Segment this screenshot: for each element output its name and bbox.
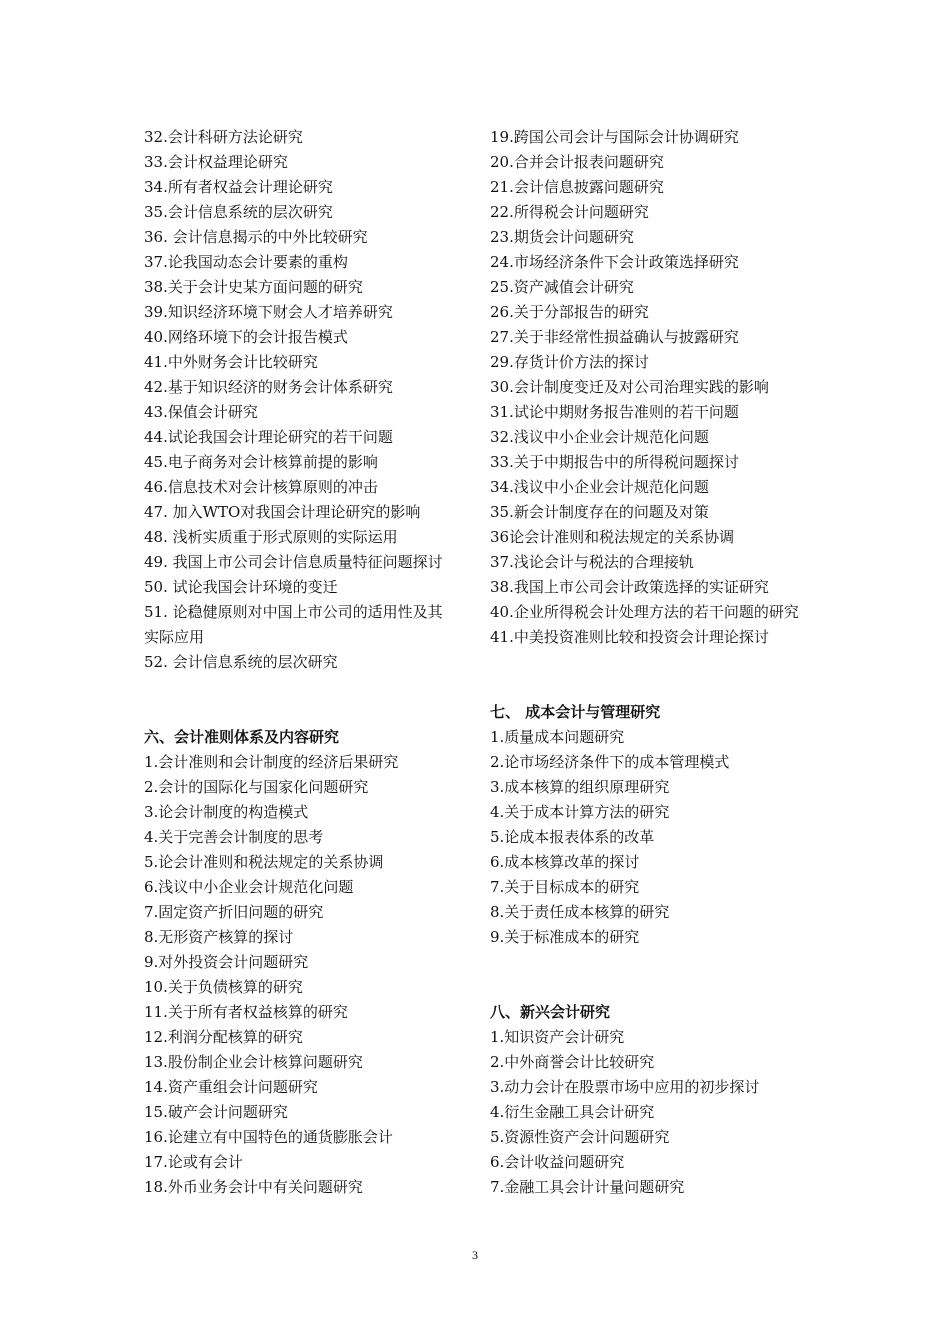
list-item: 37.论我国动态会计要素的重构 xyxy=(144,253,348,271)
list-item: 7.金融工具会计计量问题研究 xyxy=(490,1178,685,1196)
list-item: 3.成本核算的组织原理研究 xyxy=(490,778,670,796)
list-item: 14.资产重组会计问题研究 xyxy=(144,1078,318,1096)
list-item: 6.会计收益问题研究 xyxy=(490,1153,625,1171)
section-gap xyxy=(144,675,454,725)
list-item: 45.电子商务对会计核算前提的影响 xyxy=(144,453,378,471)
list-item: 35.会计信息系统的层次研究 xyxy=(144,203,333,221)
list-item: 2.论市场经济条件下的成本管理模式 xyxy=(490,753,730,771)
list-item: 30.会计制度变迁及对公司治理实践的影响 xyxy=(490,378,769,396)
right-top-list xyxy=(490,125,810,650)
list-item: 5.论会计准则和税法规定的关系协调 xyxy=(144,853,384,871)
list-item: 51. 论稳健原则对中国上市公司的适用性及其实际应用 xyxy=(144,603,443,646)
section-8-list xyxy=(490,1025,810,1200)
list-item: 33.会计权益理论研究 xyxy=(144,153,288,171)
list-item: 2.中外商誉会计比较研究 xyxy=(490,1053,655,1071)
list-item: 26.关于分部报告的研究 xyxy=(490,303,649,321)
section-gap xyxy=(490,650,810,700)
list-item: 13.股份制企业会计核算问题研究 xyxy=(144,1053,363,1071)
list-item: 37.浅论会计与税法的合理接轨 xyxy=(490,553,694,571)
list-item: 31.试论中期财务报告准则的若干问题 xyxy=(490,403,739,421)
list-item: 32.浅议中小企业会计规范化问题 xyxy=(490,428,709,446)
list-item: 34.浅议中小企业会计规范化问题 xyxy=(490,478,709,496)
list-item: 39.知识经济环境下财会人才培养研究 xyxy=(144,303,393,321)
list-item: 8.关于责任成本核算的研究 xyxy=(490,903,670,921)
list-item: 9.关于标准成本的研究 xyxy=(490,928,640,946)
list-item: 23.期货会计问题研究 xyxy=(490,228,634,246)
list-item: 7.固定资产折旧问题的研究 xyxy=(144,903,324,921)
list-item: 27.关于非经常性损益确认与披露研究 xyxy=(490,328,739,346)
section-heading-7: 七、 成本会计与管理研究 xyxy=(490,703,661,721)
list-item: 42.基于知识经济的财务会计体系研究 xyxy=(144,378,393,396)
section-6-list xyxy=(144,750,454,1200)
list-item: 11.关于所有者权益核算的研究 xyxy=(144,1003,348,1021)
page-number: 3 xyxy=(472,1248,478,1262)
list-item: 1.会计准则和会计制度的经济后果研究 xyxy=(144,753,399,771)
list-item: 36论会计准则和税法规定的关系协调 xyxy=(490,528,735,546)
list-item: 7.关于目标成本的研究 xyxy=(490,878,640,896)
list-item: 49. 我国上市公司会计信息质量特征问题探讨 xyxy=(144,553,443,571)
list-item: 19.跨国公司会计与国际会计协调研究 xyxy=(490,128,739,146)
list-item: 21.会计信息披露问题研究 xyxy=(490,178,664,196)
list-item: 38.关于会计史某方面问题的研究 xyxy=(144,278,363,296)
list-item: 3.论会计制度的构造模式 xyxy=(144,803,309,821)
list-item: 3.动力会计在股票市场中应用的初步探讨 xyxy=(490,1078,760,1096)
list-item: 47. 加入WTO对我国会计理论研究的影响 xyxy=(144,503,421,521)
list-item: 1.知识资产会计研究 xyxy=(490,1028,625,1046)
list-item: 40.网络环境下的会计报告模式 xyxy=(144,328,348,346)
list-item: 6.浅议中小企业会计规范化问题 xyxy=(144,878,354,896)
list-item: 50. 试论我国会计环境的变迁 xyxy=(144,578,338,596)
section-gap xyxy=(490,950,810,1000)
list-item: 52. 会计信息系统的层次研究 xyxy=(144,653,338,671)
list-item: 5.资源性资产会计问题研究 xyxy=(490,1128,670,1146)
list-item: 8.无形资产核算的探讨 xyxy=(144,928,294,946)
list-item: 17.论或有会计 xyxy=(144,1153,243,1171)
list-item: 9.对外投资会计问题研究 xyxy=(144,953,309,971)
list-item: 25.资产减值会计研究 xyxy=(490,278,634,296)
list-item: 29.存货计价方法的探讨 xyxy=(490,353,649,371)
list-item: 16.论建立有中国特色的通货膨胀会计 xyxy=(144,1128,393,1146)
list-item: 38.我国上市公司会计政策选择的实证研究 xyxy=(490,578,769,596)
left-top-list xyxy=(144,125,454,675)
list-item: 44.试论我国会计理论研究的若干问题 xyxy=(144,428,393,446)
list-item: 35.新会计制度存在的问题及对策 xyxy=(490,503,709,521)
list-item: 48. 浅析实质重于形式原则的实际运用 xyxy=(144,528,398,546)
section-7-list xyxy=(490,725,810,950)
list-item: 22.所得税会计问题研究 xyxy=(490,203,649,221)
section-heading-8: 八、新兴会计研究 xyxy=(490,1003,611,1021)
list-item: 18.外币业务会计中有关问题研究 xyxy=(144,1178,363,1196)
list-item: 2.会计的国际化与国家化问题研究 xyxy=(144,778,369,796)
list-item: 12.利润分配核算的研究 xyxy=(144,1028,303,1046)
list-item: 33.关于中期报告中的所得税问题探讨 xyxy=(490,453,739,471)
list-item: 43.保值会计研究 xyxy=(144,403,258,421)
list-item: 41.中美投资准则比较和投资会计理论探讨 xyxy=(490,628,769,646)
right-column xyxy=(490,125,810,1200)
list-item: 10.关于负债核算的研究 xyxy=(144,978,303,996)
list-item: 34.所有者权益会计理论研究 xyxy=(144,178,333,196)
list-item: 36. 会计信息揭示的中外比较研究 xyxy=(144,228,368,246)
list-item: 40.企业所得税会计处理方法的若干问题的研究 xyxy=(490,603,799,621)
list-item: 41.中外财务会计比较研究 xyxy=(144,353,318,371)
list-item: 1.质量成本问题研究 xyxy=(490,728,625,746)
list-item: 4.关于完善会计制度的思考 xyxy=(144,828,324,846)
list-item: 24.市场经济条件下会计政策选择研究 xyxy=(490,253,739,271)
list-item: 4.关于成本计算方法的研究 xyxy=(490,803,670,821)
left-column xyxy=(144,125,454,1200)
list-item: 5.论成本报表体系的改革 xyxy=(490,828,655,846)
list-item: 15.破产会计问题研究 xyxy=(144,1103,288,1121)
list-item: 6.成本核算改革的探讨 xyxy=(490,853,640,871)
list-item: 32.会计科研方法论研究 xyxy=(144,128,303,146)
section-heading-6: 六、会计准则体系及内容研究 xyxy=(144,728,340,746)
list-item: 4.衍生金融工具会计研究 xyxy=(490,1103,655,1121)
list-item: 46.信息技术对会计核算原则的冲击 xyxy=(144,478,378,496)
list-item: 20.合并会计报表问题研究 xyxy=(490,153,664,171)
